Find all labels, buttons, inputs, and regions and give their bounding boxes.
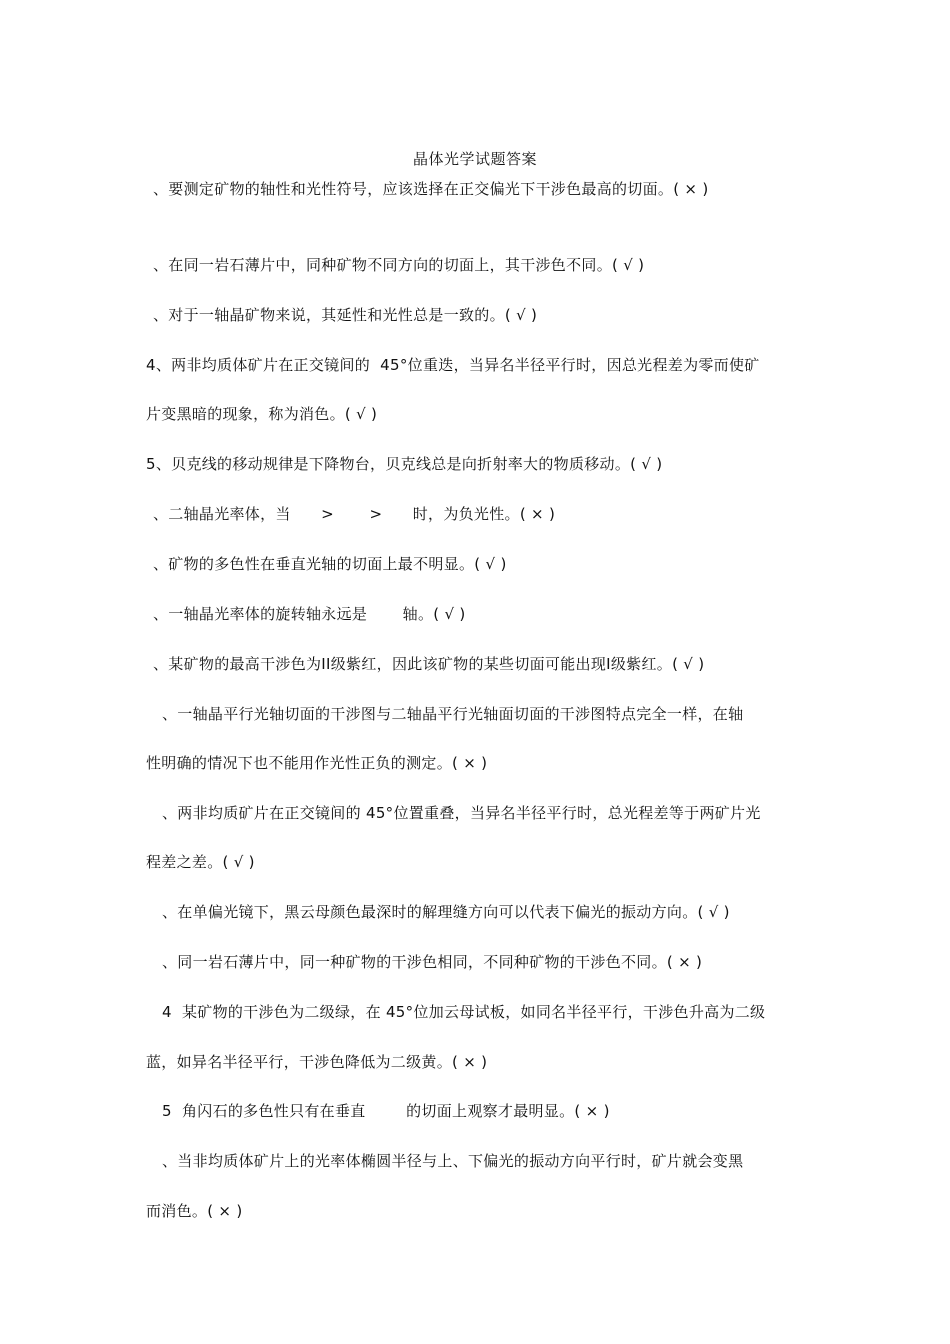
- question-5: 5、贝克线的移动规律是下降物台，贝克线总是向折射率大的物质移动。( √ ): [146, 455, 663, 473]
- question-2: 、在同一岩石薄片中，同种矿物不同方向的切面上，其干涉色不同。( √ ): [153, 256, 645, 274]
- question-11-line-2: 程差之差。( √ ): [146, 853, 255, 871]
- question-14-line-1: 4 某矿物的干涉色为二级绿，在 45°位加云母试板，如同名半径平行，干涉色升高为二级: [162, 1003, 766, 1021]
- question-6: 、二轴晶光率体，当 > > 时，为负光性。( × ): [153, 505, 556, 523]
- document-title: 晶体光学试题答案: [412, 150, 537, 168]
- question-10-line-1: 、一轴晶平行光轴切面的干涉图与二轴晶平行光轴面切面的干涉图特点完全一样，在轴: [162, 705, 744, 723]
- question-9: 、某矿物的最高干涉色为II级紫红，因此该矿物的某些切面可能出现I级紫红。( √ ): [153, 655, 705, 673]
- question-12: 、在单偏光镜下，黑云母颜色最深时的解理缝方向可以代表下偏光的振动方向。( √ ): [162, 903, 730, 921]
- question-11-line-1: 、两非均质矿片在正交镜间的 45°位置重叠，当异名半径平行时，总光程差等于两矿片光: [162, 804, 761, 822]
- question-16-line-1: 、当非均质体矿片上的光率体椭圆半径与上、下偏光的振动方向平行时，矿片就会变黑: [162, 1152, 744, 1170]
- question-1: 、要测定矿物的轴性和光性符号，应该选择在正交偏光下干涉色最高的切面。( × ): [153, 180, 709, 198]
- question-15: 5 角闪石的多色性只有在垂直 的切面上观察才最明显。( × ): [162, 1102, 610, 1120]
- question-13: 、同一岩石薄片中，同一种矿物的干涉色相同，不同种矿物的干涉色不同。( × ): [162, 953, 703, 971]
- question-4-line-1: 4、两非均质体矿片在正交镜间的 45°位重迭，当异名半径平行时，因总光程差为零而使矿: [146, 356, 760, 374]
- question-7: 、矿物的多色性在垂直光轴的切面上最不明显。( √ ): [153, 555, 507, 573]
- question-3: 、对于一轴晶矿物来说，其延性和光性总是一致的。( √ ): [153, 306, 538, 324]
- question-16-line-2: 而消色。( × ): [146, 1202, 243, 1220]
- question-10-line-2: 性明确的情况下也不能用作光性正负的测定。( × ): [146, 754, 488, 772]
- question-4-line-2: 片变黑暗的现象，称为消色。( √ ): [146, 405, 378, 423]
- question-14-line-2: 蓝，如异名半径平行，干涉色降低为二级黄。( × ): [146, 1053, 488, 1071]
- question-8: 、一轴晶光率体的旋转轴永远是 轴。( √ ): [153, 605, 466, 623]
